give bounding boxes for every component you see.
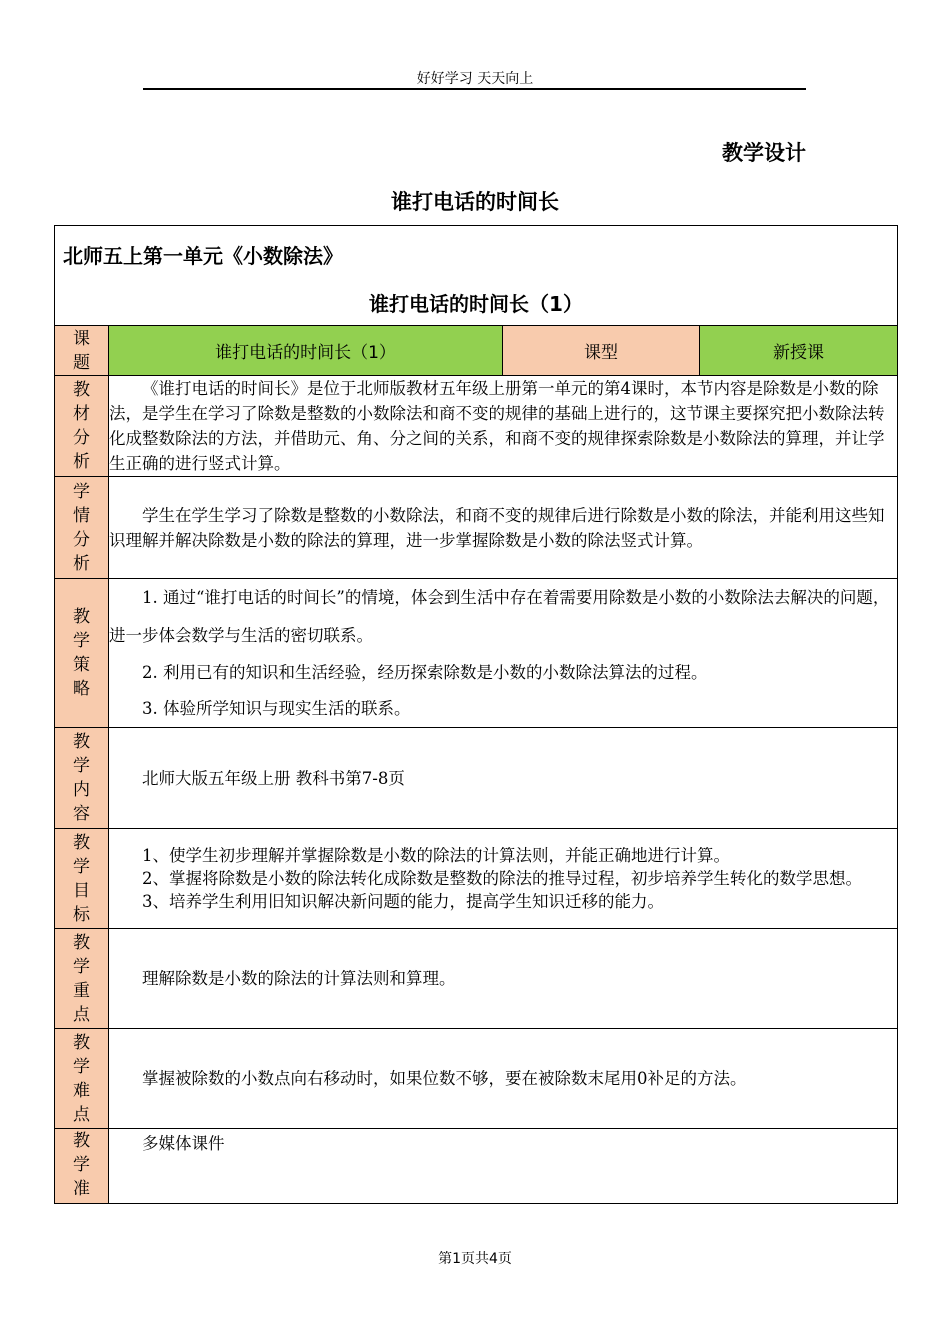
label-char: 重 xyxy=(73,980,90,1001)
goal-item: 3、培养学生利用旧知识解决新问题的能力，提高学生知识迁移的能力。 xyxy=(142,892,664,911)
label-char: 分 xyxy=(73,428,90,448)
student-analysis-text: 学生在学生学习了除数是整数的小数除法，和商不变的规律后进行除数是小数的除法，并能利用这些知识理解并解决除数是小数的除法的算理，进一步掌握除数是小数的除法竖式计算。 xyxy=(109,505,885,550)
page-header: 好好学习 天天向上 xyxy=(416,71,534,87)
strategy-row xyxy=(55,579,898,728)
label-char: 析 xyxy=(73,452,90,472)
material-analysis-text: 《谁打电话的时间长》是位于北师版教材五年级上册第一单元的第4课时，本节内容是除数是小数的除法，是学生在学习了除数是整数的小数除法和商不变的规律的基础上进行的，这节课主要探究把小数除法转化成整数除法的方法，并借助元、角、分之间的关系，和商不变的规律探索除数是小数除法的算理，并让学生正确的进行竖式计算。 xyxy=(109,379,885,473)
student-analysis-row xyxy=(55,477,898,579)
label-char: 学 xyxy=(73,1056,90,1077)
strategy-item: 2. 利用已有的知识和生活经验，经历探索除数是小数的小数除法算法的过程。 xyxy=(142,663,708,682)
goals-label xyxy=(55,829,109,929)
student-analysis-content xyxy=(109,477,898,579)
banner-row xyxy=(55,226,898,326)
label-char: 教 xyxy=(73,932,90,953)
label-char: 教 xyxy=(73,607,90,627)
topic-value: 谁打电话的时间长（1） xyxy=(109,326,503,376)
label-char: 析 xyxy=(73,553,90,574)
label-char: 情 xyxy=(73,505,90,526)
key-points-row xyxy=(55,929,898,1029)
strategy-item: 3. 体验所学知识与现实生活的联系。 xyxy=(142,699,411,718)
key-points-text: 理解除数是小数的除法的计算法则和算理。 xyxy=(142,969,456,988)
label-char: 学 xyxy=(73,1155,90,1175)
label-char: 教 xyxy=(73,732,90,752)
topic-label xyxy=(55,326,109,376)
label-char: 课 xyxy=(73,328,90,349)
label-char: 学 xyxy=(73,756,90,776)
teaching-content-text: 北师大版五年级上册 教科书第7-8页 xyxy=(142,768,405,788)
goal-item: 2、掌握将除数是小数的除法转化成除数是整数的除法的推导过程，初步培养学生转化的数学思想。 xyxy=(142,869,862,888)
material-analysis-row xyxy=(55,376,898,477)
label-char: 教 xyxy=(73,1131,90,1151)
page-footer: 第1页共4页 xyxy=(438,1251,512,1267)
label-char: 标 xyxy=(73,904,90,925)
teaching-content-label xyxy=(55,728,109,829)
banner-cell xyxy=(55,226,898,326)
goal-item: 1、使学生初步理解并掌握除数是小数的除法的计算法则，并能正确地进行计算。 xyxy=(142,846,730,865)
unit-title: 北师五上第一单元《小数除法》 xyxy=(63,244,343,268)
lesson-type-label: 课型 xyxy=(503,326,700,376)
difficulties-text: 掌握被除数的小数点向右移动时，如果位数不够，要在被除数末尾用0补足的方法。 xyxy=(142,1069,747,1088)
label-char: 学 xyxy=(73,956,90,977)
label-char: 点 xyxy=(73,1104,90,1125)
label-char: 目 xyxy=(73,880,90,901)
student-analysis-label xyxy=(55,477,109,579)
difficulties-label xyxy=(55,1029,109,1129)
label-char: 学 xyxy=(73,481,90,502)
label-char: 分 xyxy=(73,529,90,550)
header-divider xyxy=(143,88,806,90)
label-char: 点 xyxy=(73,1004,90,1025)
document-type-heading: 教学设计 xyxy=(722,141,806,165)
label-char: 教 xyxy=(73,832,90,853)
preparation-row xyxy=(55,1129,898,1204)
label-char: 教 xyxy=(73,1032,90,1053)
strategy-content xyxy=(109,579,898,728)
material-analysis-label xyxy=(55,376,109,477)
label-char: 策 xyxy=(73,655,90,675)
label-char: 内 xyxy=(73,780,90,800)
label-char: 学 xyxy=(73,856,90,877)
preparation-label xyxy=(55,1129,109,1204)
label-char: 教 xyxy=(73,380,90,400)
label-char: 学 xyxy=(73,631,90,651)
label-char: 难 xyxy=(73,1080,90,1101)
key-points-label xyxy=(55,929,109,1029)
teaching-content-row xyxy=(55,728,898,829)
key-points-content xyxy=(109,929,898,1029)
label-char: 材 xyxy=(73,404,90,424)
preparation-text: 多媒体课件 xyxy=(142,1134,225,1153)
lesson-type-value: 新授课 xyxy=(700,326,898,376)
teaching-content-content xyxy=(109,728,898,829)
goals-row xyxy=(55,829,898,929)
document-title: 谁打电话的时间长 xyxy=(391,190,559,214)
label-char: 容 xyxy=(73,804,90,824)
info-row xyxy=(55,326,898,376)
strategy-label xyxy=(55,579,109,728)
lesson-title: 谁打电话的时间长（1） xyxy=(369,292,583,316)
label-char: 略 xyxy=(73,679,90,699)
lesson-plan-table xyxy=(54,225,898,1204)
difficulties-content xyxy=(109,1029,898,1129)
goals-content xyxy=(109,829,898,929)
difficulties-row xyxy=(55,1029,898,1129)
strategy-item: 1. 通过“谁打电话的时间长”的情境，体会到生活中存在着需要用除数是小数的小数除法去解决的问题，进一步体会数学与生活的密切联系。 xyxy=(109,588,890,645)
material-analysis-content xyxy=(109,376,898,477)
label-char: 准 xyxy=(73,1179,90,1199)
preparation-content xyxy=(109,1129,898,1204)
label-char: 题 xyxy=(73,352,90,373)
